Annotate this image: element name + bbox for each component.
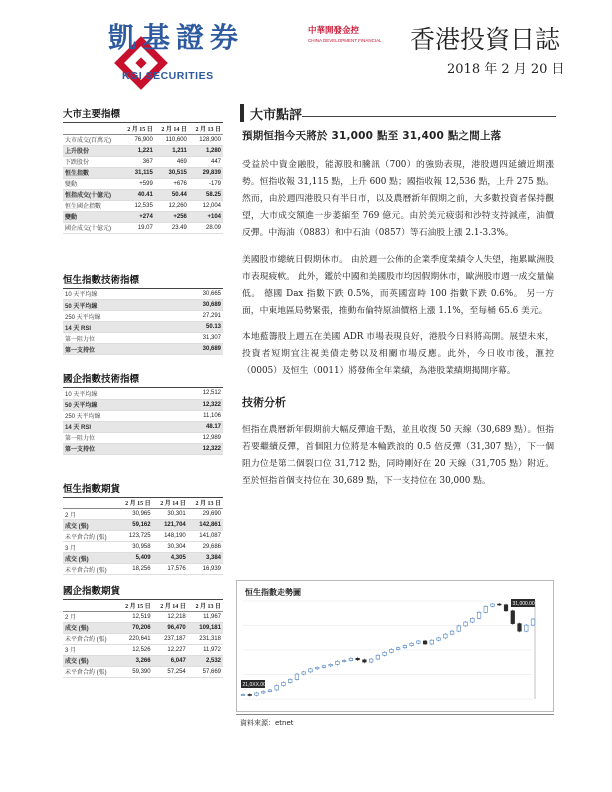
hsi-futures-row bbox=[63, 509, 223, 520]
row-label: 恒生國企指數 bbox=[63, 200, 121, 211]
hscei-futures-table bbox=[63, 600, 223, 678]
source-divider bbox=[236, 714, 554, 715]
column-header: 2 月 13 日 bbox=[188, 600, 223, 611]
cell-value: 12,260 bbox=[155, 200, 189, 211]
hscei-futures-title: 國企指數期貨 bbox=[63, 583, 223, 600]
cell-value: 18,256 bbox=[117, 564, 152, 575]
chart-candle-body bbox=[302, 672, 306, 674]
chart-candle-body bbox=[524, 625, 528, 631]
cell-value: 28.09 bbox=[189, 222, 223, 233]
col-label-header bbox=[63, 498, 117, 509]
hsi-futures-row bbox=[63, 531, 223, 542]
cell-value: 12,218 bbox=[153, 611, 188, 622]
row-label: 2 月 bbox=[63, 509, 117, 520]
cell-value: 1,221 bbox=[121, 145, 155, 156]
technical-analysis-title: 技術分析 bbox=[242, 396, 286, 409]
commentary-paragraph-2: 美國股市總統日假期休市。 由於週一公佈的企業季度業績令人失望，拖累歐洲股市表現疲軟。 此外，鑑於中國和美國股市均因假期休市，歐洲股市週一成交量偏低。 德國 Dax 指數下跌 0.5%，而英國富時 100 指數下跌 0.6%。 另一方面，中東地區局勢緊張，推動布倫特原油價格上漲 1.1%，至每桶 65.6 美元。 bbox=[242, 255, 554, 316]
chart-candle-body bbox=[410, 643, 414, 645]
hscei-futures-row bbox=[63, 655, 223, 666]
chart-candle-body bbox=[471, 618, 475, 622]
chart-candle-body bbox=[518, 624, 522, 632]
row-label: 2 月 bbox=[63, 611, 117, 622]
cell-value: 29,690 bbox=[188, 509, 223, 520]
hscei-futures-row bbox=[63, 644, 223, 655]
col-label-header bbox=[63, 123, 121, 134]
market-commentary-header bbox=[242, 104, 554, 122]
chart-candle-body bbox=[369, 659, 373, 662]
column-header: 2 月 15 日 bbox=[117, 498, 152, 509]
cell-value: 12,004 bbox=[189, 200, 223, 211]
chart-title: 恒生指數走勢圖 bbox=[245, 588, 301, 597]
row-label: 14 天 RSI bbox=[63, 421, 165, 432]
cell-value: 17,576 bbox=[153, 564, 188, 575]
cell-value: 50.13 bbox=[165, 322, 223, 333]
cell-value: 123,725 bbox=[117, 531, 152, 542]
chart-candle-body bbox=[342, 661, 346, 662]
chart-candle-body bbox=[356, 658, 360, 660]
cell-value: 96,470 bbox=[153, 622, 188, 633]
cell-value: 30,689 bbox=[165, 344, 223, 355]
chart-candle-body bbox=[315, 667, 319, 669]
cell-value: 30,958 bbox=[117, 542, 152, 553]
hsi-futures-row bbox=[63, 564, 223, 575]
row-label: 成交 (張) bbox=[63, 655, 117, 666]
cell-value: 121,704 bbox=[153, 520, 188, 531]
row-label: 10 天平均線 bbox=[63, 388, 165, 399]
chart-candle-body bbox=[282, 682, 286, 685]
row-label: 成交 (張) bbox=[63, 622, 117, 633]
chart-candle-body bbox=[383, 652, 387, 655]
cell-value: 59,390 bbox=[117, 666, 152, 677]
market-indicator-row bbox=[63, 145, 223, 156]
cell-value: 12,322 bbox=[165, 443, 223, 454]
row-label: 10 天平均線 bbox=[63, 289, 165, 300]
chart-candle-body bbox=[531, 619, 535, 625]
col-label-header bbox=[63, 600, 117, 611]
section-marker bbox=[240, 104, 244, 122]
cell-value: 40.41 bbox=[121, 189, 155, 200]
row-label: 大市成交(百萬元) bbox=[63, 134, 121, 145]
cell-value: +274 bbox=[121, 211, 155, 222]
row-label: 50 天平均線 bbox=[63, 399, 165, 410]
row-label: 250 天平均線 bbox=[63, 311, 165, 322]
cell-value: 30,665 bbox=[165, 289, 223, 300]
cell-value: -179 bbox=[189, 178, 223, 189]
hscei-technical-title: 國企指數技術指標 bbox=[63, 371, 223, 388]
hscei-technical-row bbox=[63, 421, 223, 432]
cell-value: 11,967 bbox=[188, 611, 223, 622]
market-indicator-row bbox=[63, 211, 223, 222]
hsi-technical-row bbox=[63, 289, 223, 300]
chart-candle-body bbox=[248, 694, 252, 695]
market-indicator-row bbox=[63, 189, 223, 200]
chart-candle-body bbox=[295, 674, 299, 679]
row-label: 第一支持位 bbox=[63, 443, 165, 454]
chart-candle-body bbox=[363, 660, 367, 662]
market-indicator-row bbox=[63, 178, 223, 189]
chart-candle-body bbox=[444, 634, 448, 638]
hsi-technical-row bbox=[63, 300, 223, 311]
chart-candle-body bbox=[268, 690, 272, 692]
chart-candle-body bbox=[423, 641, 427, 644]
cell-value: 12,519 bbox=[117, 611, 152, 622]
row-label: 成交 (張) bbox=[63, 520, 117, 531]
cell-value: 30,301 bbox=[153, 509, 188, 520]
hsi-technical-row bbox=[63, 333, 223, 344]
chart-candle-body bbox=[457, 626, 461, 631]
source-note: 資料來源：etnet bbox=[240, 719, 294, 727]
chart-candle-body bbox=[491, 604, 495, 606]
market-commentary-title: 大市點評 bbox=[250, 108, 303, 123]
cell-value: 16,939 bbox=[188, 564, 223, 575]
commentary-column bbox=[242, 104, 554, 490]
column-header: 2 月 15 日 bbox=[121, 123, 155, 134]
cell-value: 220,641 bbox=[117, 633, 152, 644]
chart-candle-body bbox=[349, 658, 353, 660]
market-indicator-row bbox=[63, 200, 223, 211]
hsi-technical-row bbox=[63, 322, 223, 333]
row-label: 3 月 bbox=[63, 644, 117, 655]
cell-value: 57,254 bbox=[153, 666, 188, 677]
column-header: 2 月 13 日 bbox=[188, 498, 223, 509]
hscei-futures-row bbox=[63, 633, 223, 644]
row-label: 第一支持位 bbox=[63, 344, 165, 355]
chart-candle-body bbox=[261, 691, 265, 693]
chart-candle-body bbox=[396, 648, 400, 650]
cell-value: 237,187 bbox=[153, 633, 188, 644]
market-indicator-row bbox=[63, 222, 223, 233]
row-label: 未平倉合約 (張) bbox=[63, 564, 117, 575]
row-label: 國企成交(十億元) bbox=[63, 222, 121, 233]
cell-value: 19.07 bbox=[121, 222, 155, 233]
chart-candle-body bbox=[417, 641, 421, 643]
headline: 預期恒指今天將於 31,000 點至 31,400 點之間上落 bbox=[242, 130, 502, 142]
cell-value: 57,669 bbox=[188, 666, 223, 677]
cell-value: 141,087 bbox=[188, 531, 223, 542]
chart-candle-body bbox=[322, 666, 326, 668]
row-label: 成交 (張) bbox=[63, 553, 117, 564]
row-label: 第一阻力位 bbox=[63, 432, 165, 443]
row-label: 未平倉合約 (張) bbox=[63, 666, 117, 677]
chart-candle-body bbox=[511, 611, 515, 624]
market-indicators-table bbox=[63, 123, 223, 234]
chart-candle-body bbox=[390, 649, 394, 652]
hsi-futures-row bbox=[63, 520, 223, 531]
row-label: 3 月 bbox=[63, 542, 117, 553]
hscei-technical-row bbox=[63, 432, 223, 443]
hscei-futures-row bbox=[63, 622, 223, 633]
chart-candle-body bbox=[484, 606, 488, 612]
row-label: 上升股份 bbox=[63, 145, 121, 156]
row-label: 第一阻力位 bbox=[63, 333, 165, 344]
cell-value: 31,115 bbox=[121, 167, 155, 178]
cell-value: 11,972 bbox=[188, 644, 223, 655]
sub-brand-name-english: CHINA DEVELOPMENT FINANCIAL bbox=[308, 38, 382, 43]
cell-value: +599 bbox=[121, 178, 155, 189]
brand-name-chinese: 凱基證券 bbox=[108, 21, 245, 54]
cell-value: 76,900 bbox=[121, 134, 155, 145]
chart-candle-body bbox=[329, 664, 333, 666]
hsi-futures-row bbox=[63, 542, 223, 553]
hscei-futures-row bbox=[63, 666, 223, 677]
row-label: 下跌股份 bbox=[63, 156, 121, 167]
row-label: 變動 bbox=[63, 211, 121, 222]
cell-value: 11,106 bbox=[165, 410, 223, 421]
cell-value: 30,965 bbox=[117, 509, 152, 520]
column-header: 2 月 15 日 bbox=[117, 600, 152, 611]
cell-value: 1,280 bbox=[189, 145, 223, 156]
cell-value: 12,989 bbox=[165, 432, 223, 443]
chart-candle-body bbox=[450, 631, 454, 634]
report-title: 香港投資日誌 bbox=[410, 25, 561, 54]
hsi-technical-table bbox=[63, 289, 223, 356]
cell-value: 109,181 bbox=[188, 622, 223, 633]
cell-value: 30,515 bbox=[155, 167, 189, 178]
hscei-technical-table bbox=[63, 388, 223, 455]
chart-candle-body bbox=[497, 604, 501, 605]
cell-value: 5,409 bbox=[117, 553, 152, 564]
chart-candle-body bbox=[275, 685, 279, 690]
chart-candle-body bbox=[504, 605, 508, 611]
column-header: 2 月 14 日 bbox=[153, 498, 188, 509]
cell-value: 4,305 bbox=[153, 553, 188, 564]
cell-value: 148,190 bbox=[153, 531, 188, 542]
row-label: 未平倉合約 (張) bbox=[63, 633, 117, 644]
hsi-technical-row bbox=[63, 344, 223, 355]
market-indicators-title: 大市主要指標 bbox=[63, 106, 223, 123]
row-label: 14 天 RSI bbox=[63, 322, 165, 333]
chart-price-tag: 31,000.00 bbox=[512, 601, 535, 607]
row-label: 未平倉合約 (張) bbox=[63, 531, 117, 542]
cell-value: 27,291 bbox=[165, 311, 223, 322]
cell-value: 6,047 bbox=[153, 655, 188, 666]
chart-candle-body bbox=[336, 661, 340, 664]
market-indicator-row bbox=[63, 156, 223, 167]
cell-value: 12,526 bbox=[117, 644, 152, 655]
cell-value: 23.49 bbox=[155, 222, 189, 233]
row-label: 50 天平均線 bbox=[63, 300, 165, 311]
brand-name-english: KGI SECURITIES bbox=[122, 70, 214, 82]
chart-candle-body bbox=[477, 612, 481, 618]
chart-candle-body bbox=[403, 645, 407, 647]
cell-value: 12,227 bbox=[153, 644, 188, 655]
hscei-technical-row bbox=[63, 443, 223, 454]
cell-value: 142,861 bbox=[188, 520, 223, 531]
cell-value: 29,839 bbox=[189, 167, 223, 178]
cell-value: 447 bbox=[189, 156, 223, 167]
hscei-technical-row bbox=[63, 388, 223, 399]
column-header: 2 月 13 日 bbox=[189, 123, 223, 134]
cell-value: 12,322 bbox=[165, 399, 223, 410]
row-label: 250 天平均線 bbox=[63, 410, 165, 421]
cell-value: 12,535 bbox=[121, 200, 155, 211]
column-header: 2 月 14 日 bbox=[153, 600, 188, 611]
cell-value: 231,318 bbox=[188, 633, 223, 644]
row-label: 恒生指數 bbox=[63, 167, 121, 178]
cell-value: 30,304 bbox=[153, 542, 188, 553]
cell-value: 29,686 bbox=[188, 542, 223, 553]
cell-value: 110,600 bbox=[155, 134, 189, 145]
cell-value: 1,211 bbox=[155, 145, 189, 156]
hsi-futures-title: 恒生指數期貨 bbox=[63, 481, 223, 498]
column-header: 2 月 14 日 bbox=[155, 123, 189, 134]
cell-value: 12,512 bbox=[165, 388, 223, 399]
cell-value: 70,206 bbox=[117, 622, 152, 633]
cell-value: 58.25 bbox=[189, 189, 223, 200]
cell-value: +256 bbox=[155, 211, 189, 222]
chart-candle-body bbox=[255, 693, 259, 695]
chart-candle-body bbox=[241, 694, 245, 695]
cell-value: +104 bbox=[189, 211, 223, 222]
market-indicator-row bbox=[63, 134, 223, 145]
hsi-technical-row bbox=[63, 311, 223, 322]
market-indicator-row bbox=[63, 167, 223, 178]
cell-value: 30,689 bbox=[165, 300, 223, 311]
chart-candle-body bbox=[309, 669, 313, 672]
technical-analysis-paragraph: 恒指在農曆新年假期前大幅反彈逾千點，並且收復 50 天線（30,689 點）。恒指若要繼續反彈，首個阻力位將是本輪跌浪的 0.5 倍反彈（31,307 點），下一個阻力位是第二個裂口位 31,712 點，同時剛好在 20 天線（31,705 點）附近。至於恒指首個支持位在 30,689 點，下一支持位在 30,000 點。 bbox=[242, 425, 554, 486]
chart-candle-body bbox=[464, 622, 468, 626]
hscei-technical-row bbox=[63, 399, 223, 410]
cell-value: 3,266 bbox=[117, 655, 152, 666]
row-label: 變動 bbox=[63, 178, 121, 189]
chart-candle-body bbox=[430, 640, 434, 644]
cell-value: 367 bbox=[121, 156, 155, 167]
cell-value: 50.44 bbox=[155, 189, 189, 200]
cell-value: +676 bbox=[155, 178, 189, 189]
cell-value: 59,162 bbox=[117, 520, 152, 531]
cell-value: 3,384 bbox=[188, 553, 223, 564]
row-label: 恒指成交(十億元) bbox=[63, 189, 121, 200]
section-divider bbox=[302, 116, 556, 117]
report-date: 2018 年 2 月 20 日 bbox=[447, 62, 565, 77]
hsi-technical-title: 恒生指數技術指標 bbox=[63, 272, 223, 289]
cell-value: 469 bbox=[155, 156, 189, 167]
sub-brand-name: 中華開發金控 bbox=[308, 26, 360, 36]
hsi-futures-row bbox=[63, 553, 223, 564]
cell-value: 48.17 bbox=[165, 421, 223, 432]
hscei-technical-row bbox=[63, 410, 223, 421]
hscei-futures-row bbox=[63, 611, 223, 622]
cell-value: 31,307 bbox=[165, 333, 223, 344]
left-sidebar bbox=[63, 106, 223, 678]
commentary-paragraph-3: 本地藍籌股上週五在美國 ADR 市場表現良好，港股今日料將高開。展望未來，投資者短期宜注視美債走勢以及相關市場反應。此外，今日收市後，滙控（0005）及恒生（0011）將發佈全年業績，為港股業績期揭開序幕。 bbox=[242, 332, 554, 376]
hsi-chart-svg bbox=[237, 581, 555, 713]
cell-value: 2,532 bbox=[188, 655, 223, 666]
chart-candle-body bbox=[376, 655, 380, 659]
cell-value: 128,900 bbox=[189, 134, 223, 145]
hsi-chart bbox=[236, 580, 554, 712]
chart-low-tag: 21,0XX.00 bbox=[242, 682, 266, 688]
hsi-futures-table bbox=[63, 498, 223, 576]
commentary-paragraph-1: 受益於中資金融股，能源股和騰訊（700）的強勁表現，港股週四延續近期漲勢。恒指收報 31,115 點，上升 600 點；國指收報 12,536 點，上升 275 點。然而，由於週四港股只有半日市，以及農曆新年假期之前，大多數投資者保持觀望，大市成交額進一步萎縮至 769 億元。由於美元疲弱和沙特支持減產，油價反彈。中海油（0883）和中石油（0857）等石油股上漲 2.1-3.3%。 bbox=[242, 160, 554, 238]
chart-candle-body bbox=[288, 679, 292, 682]
chart-candle-body bbox=[437, 638, 441, 640]
